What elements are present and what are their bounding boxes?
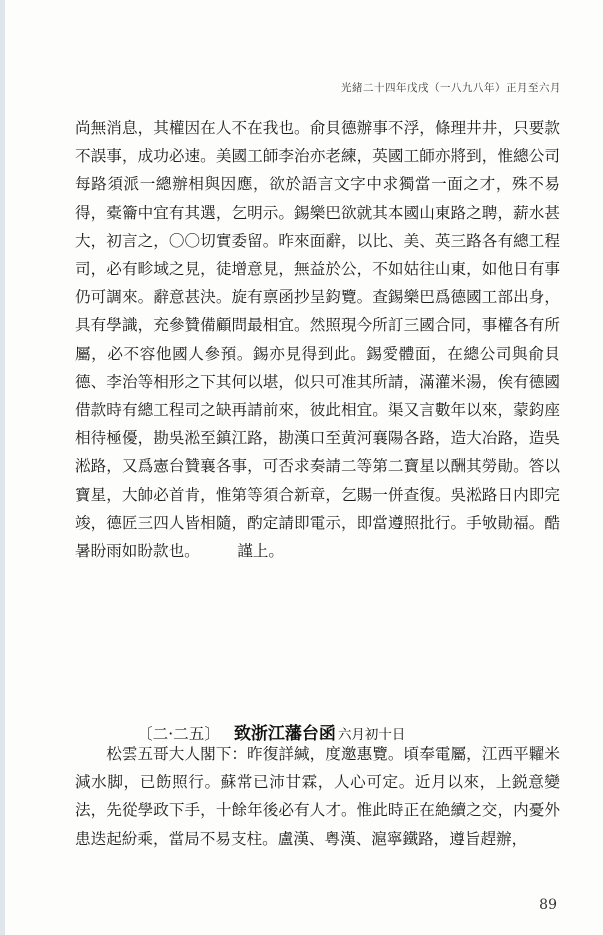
letter-body: [75, 114, 560, 565]
letter-body-2: [75, 740, 560, 853]
body-paragraph: [75, 114, 560, 565]
letter-date: 六月初十日: [337, 727, 406, 743]
book-page: [5, 0, 603, 935]
body-paragraph: 松雲五哥大人閣下：昨復詳緘，度邀惠覽。頃奉電屬，江西平糶米減水脚，已飭照行。蘇常已沛甘霖，人心可定。近月以來，上鋭意變法，先從學政下手，十餘年後必有人才。惟此時正在絶續之交，内憂外患迭起紛乘，當局不易支柱。盧漢、粤漢、滬寧鐵路，遵旨趕辦，: [75, 745, 560, 848]
letter-number: 〔二·二五〕: [137, 725, 220, 743]
letter-title: 致浙江藩台函: [233, 724, 336, 744]
page-number: 89: [539, 897, 557, 913]
closing-phrase: 謹上。: [237, 542, 284, 561]
running-header: 光緒二十四年戊戌（一八九八年）正月至六月: [341, 82, 561, 94]
paragraph-text: 尚無消息，其權因在人不在我也。俞貝德辦事不浮，條理井井，只要款不誤事，成功必速。美國工師李治亦老練，英國工師亦將到，惟總公司每路須派一總辦相與因應，欲於語言文字中求獨當一面之才，殊不易得，橐籥中宜有其選，乞明示。錫樂巴欲就其本國山東路之聘，薪水甚大，初言之，〇〇切實委留。昨來面辭，以比、美、英三路各有總工程司，必有畛域之見，徒增意見，無益於公，不如姑往山東，如他日有事仍可調來。辭意甚決。旋有禀函抄呈鈞覽。查錫樂巴爲德國工部出身，具有學識，充參贊備顧問最相宜。然照現今所訂三國合同，事權各有所屬，必不容他國人參預。錫亦見得到此。錫愛體面，在總公司與俞貝德、李治等相形之下其何以堪，似只可准其所請，滿灌米湯，俟有德國借款時有總工程司之缺再請前來，彼此相宜。渠又言數年以來，蒙鈞座相待極優，勘吳淞至鎮江路，勘漢口至黄河襄陽各路，造大冶路，造吳淞路，又爲憲台贊襄各事，可否求奏請二等第二寶星以酬其勞勛。答以寶星，大帥必首肯，惟第等須合新章，乞賜一併查復。吳淞路日内即完竣，德匠三四人皆相隨，酌定請即電示，即當遵照批行。手敂勛福。酷暑盼雨如盼款也。: [75, 119, 560, 561]
